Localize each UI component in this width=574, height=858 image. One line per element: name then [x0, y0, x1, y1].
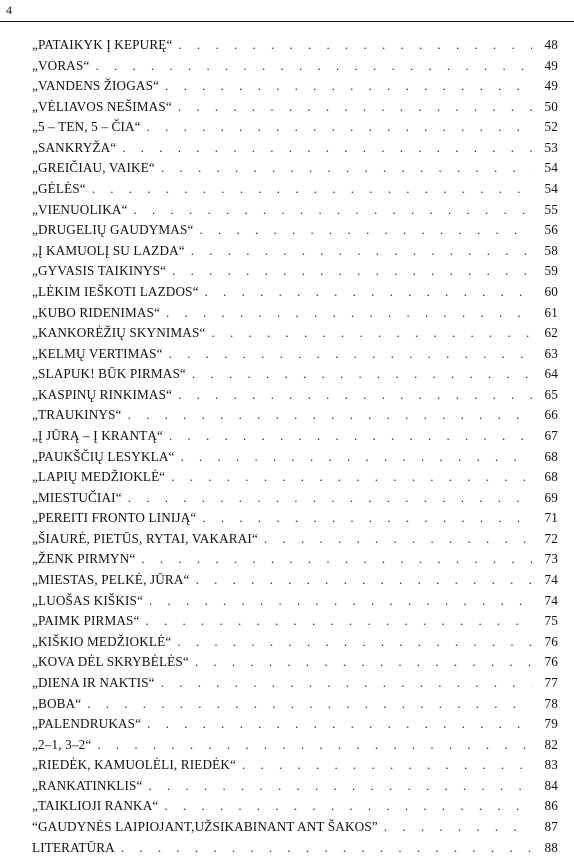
- toc-entry-page: 52: [544, 119, 558, 135]
- dot-leader: [169, 426, 532, 447]
- toc-entry-title: „RANKATINKLIS“: [32, 777, 143, 793]
- toc-entry-page: 73: [544, 551, 558, 567]
- toc-entry-page: 58: [544, 242, 558, 258]
- dot-leader: [164, 796, 532, 817]
- dot-leader: [202, 508, 532, 529]
- dot-leader: [121, 838, 532, 858]
- dot-leader: [196, 570, 532, 591]
- toc-entry-page: 66: [544, 407, 558, 423]
- toc-entry: [32, 405, 558, 426]
- toc-entry: [32, 714, 558, 735]
- toc-entry: [32, 138, 558, 159]
- dot-leader: [134, 200, 532, 221]
- toc-entry: [32, 632, 558, 653]
- toc-entry-page: 68: [544, 448, 558, 464]
- toc-entry-page: 88: [544, 839, 558, 855]
- toc-entry: [32, 508, 558, 529]
- toc-entry: [32, 385, 558, 406]
- toc-entry: [32, 467, 558, 488]
- dot-leader: [181, 447, 532, 468]
- toc-entry: [32, 673, 558, 694]
- toc-entry-title: „RIEDĖK, KAMUOLĖLI, RIEDĖK“: [32, 757, 237, 773]
- dot-leader: [195, 652, 532, 673]
- toc-entry-page: 63: [544, 345, 558, 361]
- toc-entry-page: 67: [544, 427, 558, 443]
- dot-leader: [192, 364, 532, 385]
- toc-entry: [32, 35, 558, 56]
- toc-entry-title: „GYVASIS TAIKINYS“: [32, 263, 167, 279]
- dot-leader: [384, 817, 532, 838]
- toc-entry-title: „PATAIKYK Į KEPURĘ“: [32, 37, 173, 52]
- toc-entry: [32, 241, 558, 262]
- toc-entry-page: 75: [544, 613, 558, 629]
- dot-leader: [95, 56, 532, 77]
- header-rule: [0, 21, 574, 22]
- toc-entry: [32, 796, 558, 817]
- toc-entry-page: 48: [544, 37, 558, 52]
- dot-leader: [179, 35, 533, 56]
- toc-entry-page: 64: [544, 366, 558, 382]
- dot-leader: [149, 776, 532, 797]
- dot-leader: [205, 282, 532, 303]
- dot-leader: [211, 323, 532, 344]
- toc-entry-page: 74: [544, 592, 558, 608]
- toc-entry-title: „GĖLĖS“: [32, 181, 86, 197]
- page-number: 4: [6, 3, 12, 17]
- toc-entry: [32, 158, 558, 179]
- dot-leader: [128, 488, 532, 509]
- dot-leader: [169, 344, 532, 365]
- dot-leader: [264, 529, 532, 550]
- toc-entry: [32, 426, 558, 447]
- toc-entry: [32, 591, 558, 612]
- dot-leader: [97, 735, 532, 756]
- toc-entry-title: „KUBO RIDENIMAS“: [32, 304, 161, 320]
- toc-entry-page: 54: [544, 181, 558, 197]
- toc-entry-page: 86: [544, 798, 558, 814]
- toc-entry-title: „KELMŲ VERTIMAS“: [32, 345, 163, 361]
- toc-entry: [32, 261, 558, 282]
- toc-entry-page: 72: [544, 530, 558, 546]
- toc-entry: [32, 303, 558, 324]
- toc-entry-title: „VORAS“: [32, 57, 90, 73]
- toc-entry-page: 68: [544, 469, 558, 485]
- dot-leader: [178, 385, 532, 406]
- toc-entry-title: „PEREITI FRONTO LINIJĄ“: [32, 510, 197, 526]
- toc-entry-page: 59: [544, 263, 558, 279]
- toc-entry: [32, 776, 558, 797]
- toc-entry-page: 78: [544, 695, 558, 711]
- toc-entry: [32, 97, 558, 118]
- dot-leader: [122, 138, 532, 159]
- toc-entry: [32, 76, 558, 97]
- toc-entry-title: „VIENUOLIKA“: [32, 201, 128, 217]
- toc-entry-title: „BOBA“: [32, 695, 82, 711]
- dot-leader: [141, 549, 532, 570]
- toc-entry-title: „DIENA IR NAKTIS“: [32, 674, 155, 690]
- toc-entry-title: LITERATŪRA: [32, 839, 115, 855]
- toc-entry-title: „ŠIAURĖ, PIETŪS, RYTAI, VAKARAI“: [32, 530, 258, 546]
- dot-leader: [177, 632, 532, 653]
- toc-entry: [32, 117, 558, 138]
- toc-entry-title: „DRUGELIŲ GAUDYMAS“: [32, 222, 194, 238]
- toc-entry-page: 49: [544, 78, 558, 94]
- toc-entry: [32, 282, 558, 303]
- toc-entry: [32, 344, 558, 365]
- toc-entry-title: „VĖLIAVOS NEŠIMAS“: [32, 98, 172, 114]
- dot-leader: [161, 158, 532, 179]
- toc-entry: [32, 200, 558, 221]
- toc-entry: [32, 652, 558, 673]
- toc-entry-page: 55: [544, 201, 558, 217]
- table-of-contents: [32, 35, 558, 858]
- toc-entry: [32, 549, 558, 570]
- toc-entry: [32, 735, 558, 756]
- toc-entry-title: „TRAUKINYS“: [32, 407, 122, 423]
- toc-entry-title: „LAPIŲ MEDŽIOKLĖ“: [32, 469, 166, 485]
- toc-entry: [32, 323, 558, 344]
- dot-leader: [146, 611, 533, 632]
- toc-entry: [32, 220, 558, 241]
- dot-leader: [147, 117, 532, 138]
- toc-entry-title: „SLAPUK! BŪK PIRMAS“: [32, 366, 186, 382]
- toc-entry: [32, 364, 558, 385]
- toc-entry-page: 56: [544, 222, 558, 238]
- toc-entry-page: 53: [544, 139, 558, 155]
- toc-entry-page: 76: [544, 633, 558, 649]
- toc-entry-title: „MIESTUČIAI“: [32, 489, 122, 505]
- dot-leader: [92, 179, 532, 200]
- toc-entry-page: 79: [544, 716, 558, 732]
- toc-entry-title: „KASPINŲ RINKIMAS“: [32, 386, 173, 402]
- toc-entry: [32, 529, 558, 550]
- toc-entry-title: „KIŠKIO MEDŽIOKLĖ“: [32, 633, 172, 649]
- toc-entry-page: 50: [544, 98, 558, 114]
- toc-entry-title: „MIESTAS, PELKĖ, JŪRA“: [32, 572, 190, 588]
- toc-entry: [32, 488, 558, 509]
- toc-entry-page: 77: [544, 674, 558, 690]
- toc-entry-title: „TAIKLIOJI RANKA“: [32, 798, 159, 814]
- toc-entry: [32, 817, 558, 838]
- toc-entry: [32, 755, 558, 776]
- toc-entry-page: 49: [544, 57, 558, 73]
- toc-entry: [32, 838, 558, 858]
- toc-entry-page: 83: [544, 757, 558, 773]
- toc-entry-title: „PALENDRUKAS“: [32, 716, 142, 732]
- toc-entry: [32, 447, 558, 468]
- toc-entry-page: 61: [544, 304, 558, 320]
- toc-entry-page: 69: [544, 489, 558, 505]
- toc-entry-title: „KANKORĖŽIŲ SKYNIMAS“: [32, 325, 206, 341]
- toc-entry-title: „PAUKŠČIŲ LESYKLA“: [32, 448, 175, 464]
- dot-leader: [128, 405, 532, 426]
- toc-entry-page: 76: [544, 654, 558, 670]
- dot-leader: [191, 241, 532, 262]
- toc-entry-page: 71: [544, 510, 558, 526]
- toc-entry-page: 74: [544, 572, 558, 588]
- toc-entry-page: 82: [544, 736, 558, 752]
- toc-entry-title: „Į KAMUOLĮ SU LAZDA“: [32, 242, 185, 258]
- toc-entry-page: 65: [544, 386, 558, 402]
- toc-entry-title: „GREIČIAU, VAIKE“: [32, 160, 155, 176]
- toc-entry-title: „2–1, 3–2“: [32, 736, 92, 752]
- toc-entry-page: 62: [544, 325, 558, 341]
- toc-entry-title: „LUOŠAS KIŠKIS“: [32, 592, 144, 608]
- dot-leader: [165, 76, 532, 97]
- toc-entry-title: „ŽENK PIRMYN“: [32, 551, 136, 567]
- dot-leader: [199, 220, 532, 241]
- dot-leader: [171, 467, 532, 488]
- toc-entry-title: „Į JŪRĄ – Į KRANTĄ“: [32, 427, 164, 443]
- toc-entry: [32, 694, 558, 715]
- toc-entry: [32, 56, 558, 77]
- dot-leader: [242, 755, 532, 776]
- dot-leader: [166, 303, 532, 324]
- toc-entry-title: „VANDENS ŽIOGAS“: [32, 78, 160, 94]
- dot-leader: [172, 261, 532, 282]
- toc-entry-title: „SANKRYŽA“: [32, 139, 117, 155]
- dot-leader: [149, 591, 532, 612]
- toc-entry: [32, 179, 558, 200]
- toc-entry-title: “GAUDYNĖS LAIPIOJANT,UŽSIKABINANT ANT ŠAKOS”: [32, 818, 378, 834]
- toc-entry-page: 87: [544, 818, 558, 834]
- toc-entry-page: 60: [544, 283, 558, 299]
- toc-entry-title: „PAIMK PIRMAS“: [32, 613, 140, 629]
- toc-entry-title: „KOVA DĖL SKRYBĖLĖS“: [32, 654, 189, 670]
- dot-leader: [87, 694, 532, 715]
- toc-entry: [32, 570, 558, 591]
- toc-entry-page: 54: [544, 160, 558, 176]
- dot-leader: [161, 673, 532, 694]
- toc-entry: [32, 611, 558, 632]
- dot-leader: [147, 714, 532, 735]
- dot-leader: [178, 97, 532, 118]
- toc-entry-page: 84: [544, 777, 558, 793]
- toc-entry-title: „5 – TEN, 5 – ČIA“: [32, 119, 141, 135]
- toc-entry-title: „LĖKIM IEŠKOTI LAZDOS“: [32, 283, 199, 299]
